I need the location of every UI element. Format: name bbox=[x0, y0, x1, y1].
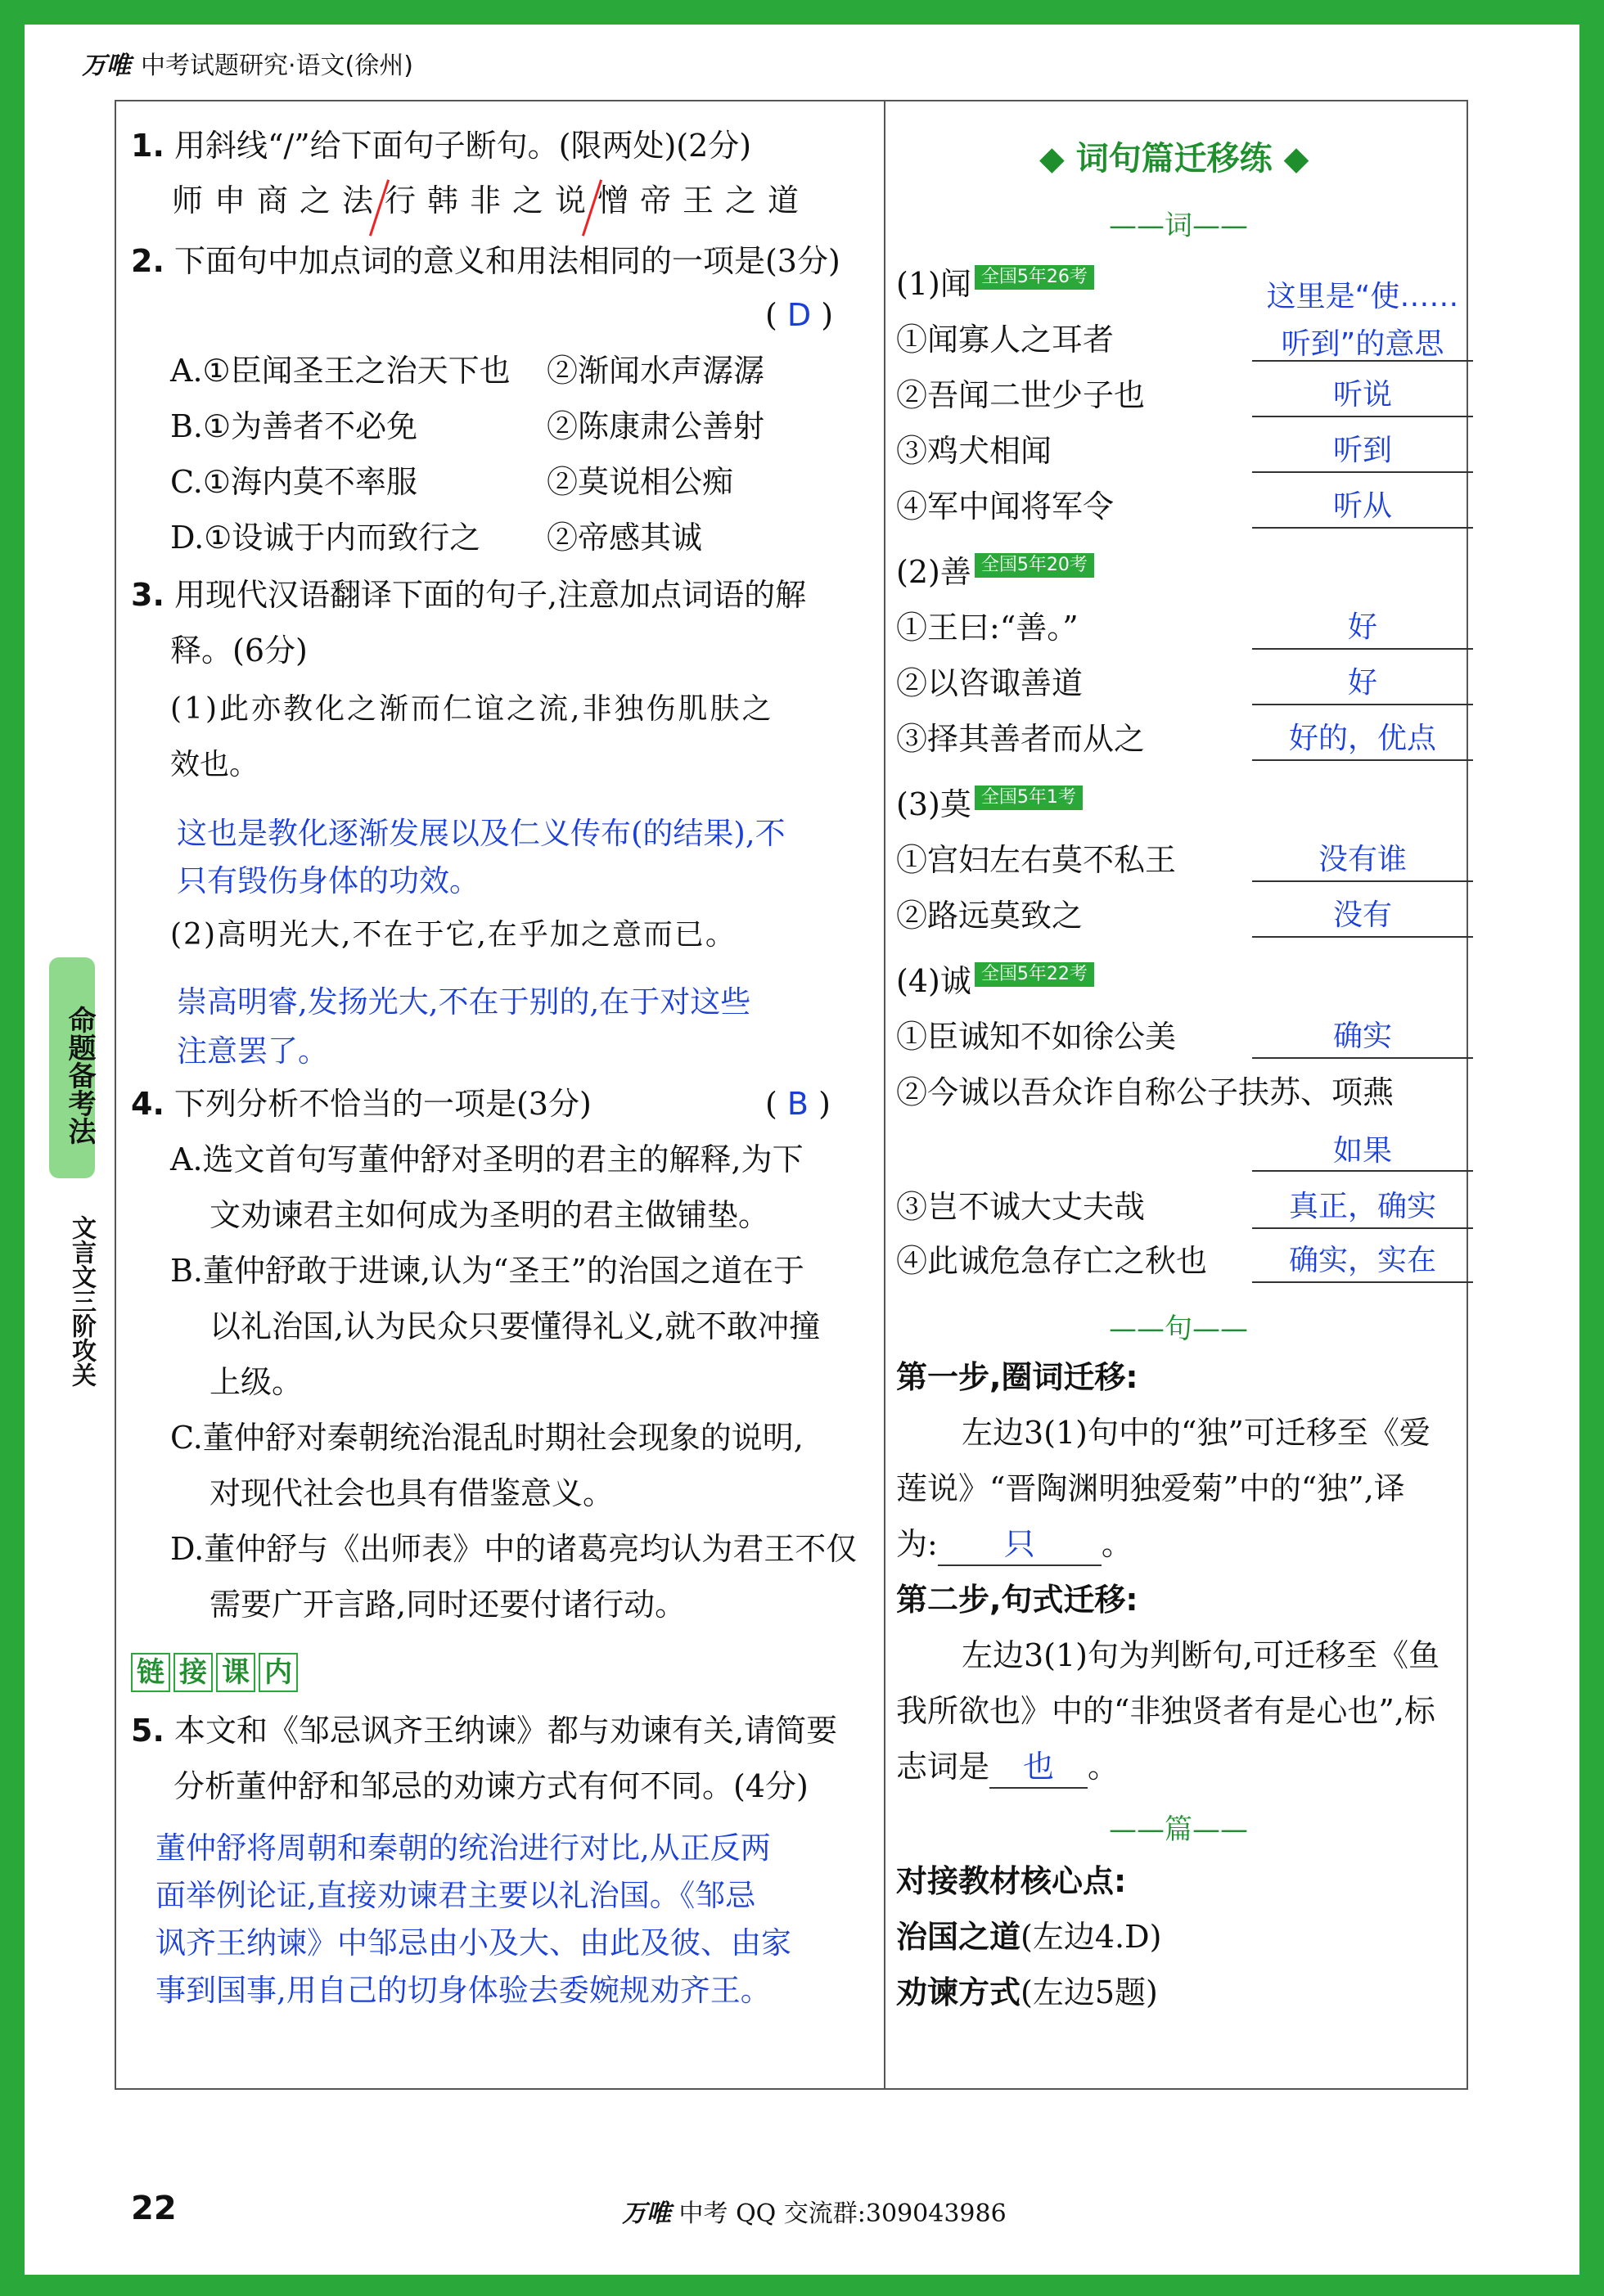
q3-stem-2: 释。(6分) bbox=[170, 633, 308, 669]
q3-answer-2a: 崇高明睿,发扬光大,不在于别的,在于对这些 bbox=[177, 984, 751, 1020]
answer-line bbox=[1252, 1227, 1473, 1229]
q1-sentence: 师申商之法行韩非之说憎帝王之道 bbox=[172, 182, 811, 218]
page-number: 22 bbox=[131, 2190, 177, 2227]
q3-answer-2b: 注意罢了。 bbox=[177, 1033, 328, 1069]
side-tab-method: 命题备考法 bbox=[49, 957, 95, 1178]
link-label: 链 接 课 内 bbox=[131, 1653, 298, 1692]
answer-line bbox=[1252, 360, 1473, 362]
word-1-item-1: ①闻寡人之耳者 bbox=[896, 322, 1115, 358]
q3-answer-1b: 只有毁伤身体的功效。 bbox=[177, 863, 480, 898]
word-1-head: (1)闻 全国5年26考 bbox=[896, 265, 1094, 304]
word-1-ans-1: 听说 bbox=[1332, 378, 1392, 412]
answer-line bbox=[1252, 1057, 1473, 1059]
word-2-item-3: ③择其善者而从之 bbox=[896, 721, 1146, 757]
brand-logo: 万唯 bbox=[82, 52, 131, 80]
answer-line bbox=[1252, 880, 1473, 882]
word-4-item-1: ①臣诚知不如徐公美 bbox=[896, 1019, 1177, 1055]
word-4-ans-2: 如果 bbox=[1332, 1134, 1392, 1168]
word-2-item-1: ①王曰:“善。” bbox=[896, 610, 1079, 646]
word-4-item-3: ③岂不诚大丈夫哉 bbox=[896, 1189, 1146, 1225]
answer-line bbox=[1252, 1170, 1473, 1172]
section-ci: ——词—— bbox=[1109, 209, 1248, 242]
q2-option-d2: ②帝感其诚 bbox=[547, 520, 703, 556]
core-title: 对接教材核心点: bbox=[896, 1863, 1127, 1899]
step1-text-2: 莲说》“晋陶渊明独爱菊”中的“独”,译 bbox=[896, 1470, 1405, 1506]
word-3-badge: 全国5年1考 bbox=[975, 786, 1083, 810]
word-1-ans-2: 听到 bbox=[1332, 434, 1392, 467]
word-2-badge: 全国5年20考 bbox=[975, 553, 1094, 578]
q5-stem-2: 分析董仲舒和邹忌的劝谏方式有何不同。(4分) bbox=[173, 1768, 809, 1804]
word-2-head: (2)善 全国5年20考 bbox=[896, 553, 1094, 592]
word-1-item-2: ②吾闻二世少子也 bbox=[896, 377, 1146, 413]
word-3-item-2: ②路远莫致之 bbox=[896, 898, 1084, 934]
page-header bbox=[82, 45, 413, 81]
q3-answer-1a: 这也是教化逐渐发展以及仁义传布(的结果),不 bbox=[177, 816, 786, 851]
answer-line bbox=[1252, 648, 1473, 650]
answer-line bbox=[1252, 936, 1473, 938]
answer-line bbox=[1252, 471, 1473, 473]
q5-answer-line3: 讽齐王纳谏》中邹忌由小及大、由此及彼、由家 bbox=[155, 1925, 791, 1961]
q3-stem: 3. 用现代汉语翻译下面的句子,注意加点词语的解 bbox=[131, 577, 807, 613]
word-4-ans-1: 确实 bbox=[1332, 1020, 1392, 1053]
q4-option-d-line1: D.董仲舒与《出师表》中的诸葛亮均认为君王不仅 bbox=[170, 1531, 858, 1567]
step2-text-2: 我所欲也》中的“非独贤者有是心也”,标 bbox=[896, 1693, 1435, 1729]
q5-answer-line2: 面举例论证,直接劝谏君主要以礼治国。《邹忌 bbox=[155, 1878, 756, 1913]
book-title: 中考试题研究·语文(徐州) bbox=[141, 52, 413, 80]
q4-option-c-line1: C.董仲舒对秦朝统治混乱时期社会现象的说明, bbox=[170, 1420, 804, 1456]
core-item-2: 劝谏方式(左边5题) bbox=[896, 1974, 1158, 2010]
step1-text-1: 左边3(1)句中的“独”可迁移至《爱 bbox=[962, 1415, 1431, 1451]
word-2-item-2: ②以咨诹善道 bbox=[896, 665, 1084, 701]
q2-stem: 2. 下面句中加点词的意义和用法相同的一项是(3分) bbox=[131, 243, 840, 279]
q4-option-a-line1: A.选文首句写董仲舒对圣明的君主的解释,为下 bbox=[170, 1141, 804, 1177]
q3-sentence-1b: 效也。 bbox=[170, 748, 259, 781]
q4-option-b-line1: B.董仲舒敢于进谏,认为“圣王”的治国之道在于 bbox=[170, 1253, 804, 1289]
word-2-ans-2: 好 bbox=[1347, 666, 1377, 700]
step1-text-3: 为: 只 。 bbox=[896, 1525, 1133, 1566]
section-pian: ——篇—— bbox=[1109, 1813, 1248, 1846]
word-2-ans-3: 好的，优点 bbox=[1288, 722, 1436, 755]
step2-text-3: 志词是 也 。 bbox=[896, 1748, 1119, 1789]
q4-option-b-line3: 上级。 bbox=[210, 1364, 304, 1400]
q5-stem: 5. 本文和《邹忌讽齐王纳谏》都与劝谏有关,请简要 bbox=[131, 1713, 838, 1749]
q2-option-a2: ②渐闻水声潺潺 bbox=[547, 353, 765, 389]
q2-option-a: A.①臣闻圣王之治天下也 bbox=[170, 353, 511, 389]
word-1-badge: 全国5年26考 bbox=[975, 265, 1094, 290]
q2-option-b2: ②陈康肃公善射 bbox=[547, 408, 765, 444]
word-3-ans-2: 没有 bbox=[1332, 898, 1392, 932]
word-3-head: (3)莫 全国5年1考 bbox=[896, 786, 1083, 825]
q2-option-c2: ②莫说相公痴 bbox=[547, 464, 734, 500]
q2-option-b: B.①为善者不必免 bbox=[170, 408, 418, 444]
q4-stem: 4. 下列分析不恰当的一项是(3分) bbox=[131, 1086, 592, 1122]
word-4-ans-3: 真正，确实 bbox=[1288, 1190, 1436, 1223]
footer-text: 万唯 中考 QQ 交流群:309043986 bbox=[622, 2199, 1007, 2228]
q3-sentence-2: (2)高明光大,不在于它,在乎加之意而已。 bbox=[170, 918, 737, 952]
right-title: ◆ 词句篇迁移练 ◆ bbox=[1039, 140, 1309, 178]
q4-answer: B bbox=[786, 1086, 809, 1122]
q2-answer-bracket: ( D ) bbox=[765, 297, 834, 333]
answer-line bbox=[1252, 416, 1473, 417]
step2-title: 第二步,句式迁移: bbox=[896, 1582, 1138, 1618]
word-3-ans-1: 没有谁 bbox=[1318, 843, 1407, 876]
word-2-ans-1: 好 bbox=[1347, 610, 1377, 644]
section-ju: ——句—— bbox=[1109, 1312, 1248, 1345]
q4-answer-bracket: ( B ) bbox=[765, 1086, 831, 1122]
side-tab-section: 文言文三阶攻关 bbox=[67, 1215, 96, 1387]
step2-answer: 也 bbox=[1023, 1749, 1055, 1785]
word-1-ans-3: 听从 bbox=[1332, 489, 1392, 523]
word-4-ans-4: 确实，实在 bbox=[1288, 1244, 1436, 1277]
q4-option-d-line2: 需要广开言路,同时还要付诸行动。 bbox=[210, 1587, 687, 1623]
word-1-item-3: ③鸡犬相闻 bbox=[896, 433, 1052, 469]
column-divider bbox=[884, 100, 885, 2088]
word-4-item-4: ④此诚危急存亡之秋也 bbox=[896, 1243, 1208, 1279]
answer-line bbox=[1252, 759, 1473, 761]
q4-option-c-line2: 对现代社会也具有借鉴意义。 bbox=[210, 1475, 615, 1511]
q1-stem: 1. 用斜线“/”给下面句子断句。(限两处)(2分) bbox=[131, 128, 752, 164]
answer-line bbox=[1252, 1281, 1473, 1283]
q4-option-b-line2: 以礼治国,认为民众只要懂得礼义,就不敢冲撞 bbox=[210, 1308, 821, 1344]
word-4-badge: 全国5年22考 bbox=[975, 962, 1094, 987]
step2-text-1: 左边3(1)句为判断句,可迁移至《鱼 bbox=[962, 1637, 1440, 1673]
step1-answer: 只 bbox=[1003, 1526, 1035, 1562]
q5-answer-line4: 事到国事,用自己的切身体验去委婉规劝齐王。 bbox=[155, 1973, 771, 2008]
word-4-item-2: ②今诚以吾众诈自称公子扶苏、项燕 bbox=[896, 1074, 1394, 1110]
core-item-1: 治国之道(左边4.D) bbox=[896, 1919, 1162, 1955]
q2-answer: D bbox=[786, 297, 812, 333]
word-3-item-1: ①宫妇左右莫不私王 bbox=[896, 842, 1177, 878]
answer-line bbox=[1252, 527, 1473, 529]
q2-option-c: C.①海内莫不率服 bbox=[170, 464, 417, 500]
q2-option-d: D.①设诚于内而致行之 bbox=[170, 520, 481, 556]
word-4-head: (4)诚 全国5年22考 bbox=[896, 962, 1094, 1002]
q4-option-a-line2: 文劝谏君主如何成为圣明的君主做铺垫。 bbox=[210, 1197, 770, 1233]
answer-line bbox=[1252, 704, 1473, 705]
step1-title: 第一步,圈词迁移: bbox=[896, 1359, 1138, 1395]
word-1-item-4: ④军中闻将军令 bbox=[896, 488, 1115, 524]
q3-sentence-1: (1)此亦教化之渐而仁谊之流,非独伤肌肤之 bbox=[170, 692, 774, 726]
q5-answer-line1: 董仲舒将周朝和秦朝的统治进行对比,从正反两 bbox=[155, 1830, 771, 1866]
word-1-ans-0b: 听到”的意思 bbox=[1281, 327, 1444, 361]
word-1-ans-0a: 这里是“使…… bbox=[1266, 280, 1459, 313]
